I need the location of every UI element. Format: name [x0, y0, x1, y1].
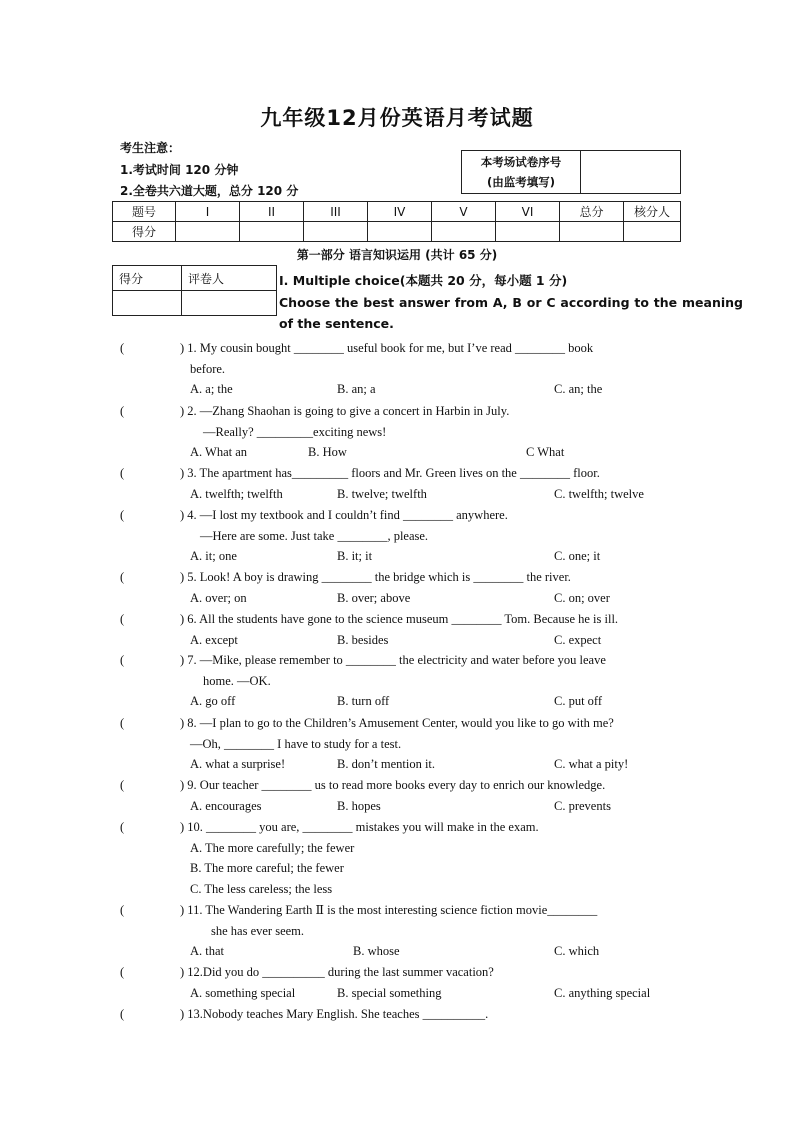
option-b: B. How	[308, 445, 347, 460]
score-table	[112, 201, 681, 242]
question-stem: ) 6. All the students have gone to the science museum ________ Tom. Because he is ill.	[180, 612, 619, 626]
score-header-cell: I	[176, 202, 240, 222]
question-continuation: she has ever seem.	[211, 923, 305, 938]
option-c: C. anything special	[554, 985, 651, 1000]
notice-heading: 考生注意：	[120, 141, 181, 155]
option-b: B. special something	[337, 985, 442, 1000]
answer-bracket[interactable]: (	[120, 653, 125, 667]
option-b: B. whose	[353, 944, 400, 959]
question-stem: ) 7. —Mike, please remember to ________ the electricity and water before you leave	[180, 653, 606, 667]
exam-seat-box	[461, 150, 681, 194]
option-b: B. an; a	[337, 382, 376, 397]
option-a: A. except	[190, 632, 238, 647]
answer-bracket[interactable]: (	[120, 903, 125, 917]
score-table-header	[113, 202, 681, 222]
score-cell[interactable]	[560, 222, 624, 242]
score-cell[interactable]	[368, 222, 432, 242]
section-heading: I. Multiple choice(本题共 20 分，每小题 1 分)	[279, 273, 568, 288]
score-cell[interactable]	[240, 222, 304, 242]
answer-bracket[interactable]: (	[120, 1007, 125, 1021]
score-header-cell: IV	[368, 202, 432, 222]
option-a: A. over; on	[190, 590, 247, 605]
score-row-label: 得分	[113, 222, 176, 242]
question-stem: ) 4. —I lost my textbook and I couldn’t find ________ anywhere.	[180, 508, 508, 522]
option-c: C What	[526, 445, 565, 460]
option-c: C. prevents	[554, 798, 611, 813]
option-c: C. put off	[554, 694, 603, 709]
option-b: B. besides	[337, 632, 389, 647]
score-header-cell: V	[432, 202, 496, 222]
option-b: B. it; it	[337, 549, 373, 564]
option-b: B. over; above	[337, 590, 411, 605]
option-a: A. what a surprise!	[190, 757, 286, 772]
question-stem: ) 8. —I plan to go to the Children’s Amusement Center, would you like to go with me?	[180, 716, 614, 730]
option-c: C. expect	[554, 632, 602, 647]
exam-seat-label-1: 本考场试卷序号	[480, 155, 562, 169]
question-stem: ) 5. Look! A boy is drawing ________ the bridge which is ________ the river.	[180, 570, 571, 584]
option-a: A. twelfth; twelfth	[190, 486, 283, 501]
grader-reviewer-label: 评卷人	[182, 266, 277, 291]
option-b: B. twelve; twelfth	[337, 486, 427, 501]
question-stem: ) 9. Our teacher ________ us to read more books every day to enrich our knowledge.	[180, 778, 606, 792]
question-continuation: —Really? _________exciting news!	[203, 424, 387, 439]
answer-bracket[interactable]: (	[120, 612, 125, 626]
part-title: 第一部分 语言知识运用 (共计 65 分)	[296, 248, 498, 262]
option-c: C. which	[554, 944, 600, 959]
answer-bracket[interactable]: (	[120, 341, 125, 355]
score-header-cell: 总分	[560, 202, 624, 222]
question-continuation: —Here are some. Just take ________, please.	[200, 528, 429, 543]
option-a: A. The more carefully; the fewer	[190, 840, 355, 855]
score-cell[interactable]	[176, 222, 240, 242]
score-table-row	[113, 222, 681, 242]
score-cell[interactable]	[624, 222, 681, 242]
grader-box	[112, 265, 277, 316]
score-header-cell: 核分人	[624, 202, 681, 222]
option-c: C. one; it	[554, 549, 601, 564]
answer-bracket[interactable]: (	[120, 508, 125, 522]
score-header-cell: 题号	[113, 202, 176, 222]
question-continuation: before.	[190, 361, 226, 376]
section-description: Choose the best answer from A, B or C according to the meaning of the sentence.	[279, 295, 743, 331]
answer-bracket[interactable]: (	[120, 965, 125, 979]
score-header-cell: VI	[496, 202, 560, 222]
grader-reviewer-cell[interactable]	[182, 291, 277, 316]
exam-seat-label	[462, 151, 581, 194]
option-b: B. The more careful; the fewer	[190, 861, 344, 876]
option-a: A. encourages	[190, 798, 262, 813]
option-c: C. an; the	[554, 382, 603, 397]
answer-bracket[interactable]: (	[120, 404, 125, 418]
option-b: B. don’t mention it.	[337, 757, 436, 772]
question-stem: ) 11. The Wandering Earth Ⅱ is the most interesting science fiction movie________	[180, 903, 598, 917]
question-stem: ) 2. —Zhang Shaohan is going to give a concert in Harbin in July.	[180, 404, 510, 418]
answer-bracket[interactable]: (	[120, 466, 125, 480]
option-a: A. that	[190, 944, 225, 959]
page-title: 九年级12月份英语月考试题	[260, 106, 534, 130]
score-header-cell: II	[240, 202, 304, 222]
question-stem: ) 10. ________ you are, ________ mistakes you will make in the exam.	[180, 820, 539, 834]
option-c: C. what a pity!	[554, 757, 629, 772]
answer-bracket[interactable]: (	[120, 820, 125, 834]
option-c: C. The less careless; the less	[190, 882, 333, 897]
question-continuation: —Oh, ________ I have to study for a test.	[190, 736, 402, 751]
question-stem: ) 3. The apartment has_________ floors and Mr. Green lives on the ________ floor.	[180, 466, 600, 480]
answer-bracket[interactable]: (	[120, 570, 125, 584]
option-a: A. a; the	[190, 382, 233, 397]
grader-score-cell[interactable]	[113, 291, 182, 316]
option-c: C. twelfth; twelve	[554, 486, 644, 501]
score-cell[interactable]	[432, 222, 496, 242]
option-c: C. on; over	[554, 590, 610, 605]
option-b: B. hopes	[337, 798, 381, 813]
score-header-cell: III	[304, 202, 368, 222]
notice-line-1: 1.考试时间 120 分钟	[120, 163, 239, 177]
score-cell[interactable]	[496, 222, 560, 242]
option-a: A. something special	[190, 985, 296, 1000]
exam-seat-blank[interactable]	[581, 151, 681, 194]
option-a: A. What an	[190, 445, 248, 460]
question-stem: ) 1. My cousin bought ________ useful book for me, but I’ve read ________ book	[180, 341, 594, 355]
option-a: A. it; one	[190, 549, 237, 564]
grader-score-label: 得分	[113, 266, 182, 291]
notice-line-2: 2.全卷共六道大题，总分 120 分	[120, 184, 299, 198]
question-stem: ) 13.Nobody teaches Mary English. She teaches __________.	[180, 1007, 489, 1021]
answer-bracket[interactable]: (	[120, 778, 125, 792]
score-cell[interactable]	[304, 222, 368, 242]
option-a: A. go off	[190, 694, 236, 709]
question-stem: ) 12.Did you do __________ during the last summer vacation?	[180, 965, 494, 979]
question-continuation: home. —OK.	[203, 673, 271, 688]
answer-bracket[interactable]: (	[120, 716, 125, 730]
option-b: B. turn off	[337, 694, 390, 709]
exam-seat-label-2: (由监考填写)	[486, 175, 555, 189]
